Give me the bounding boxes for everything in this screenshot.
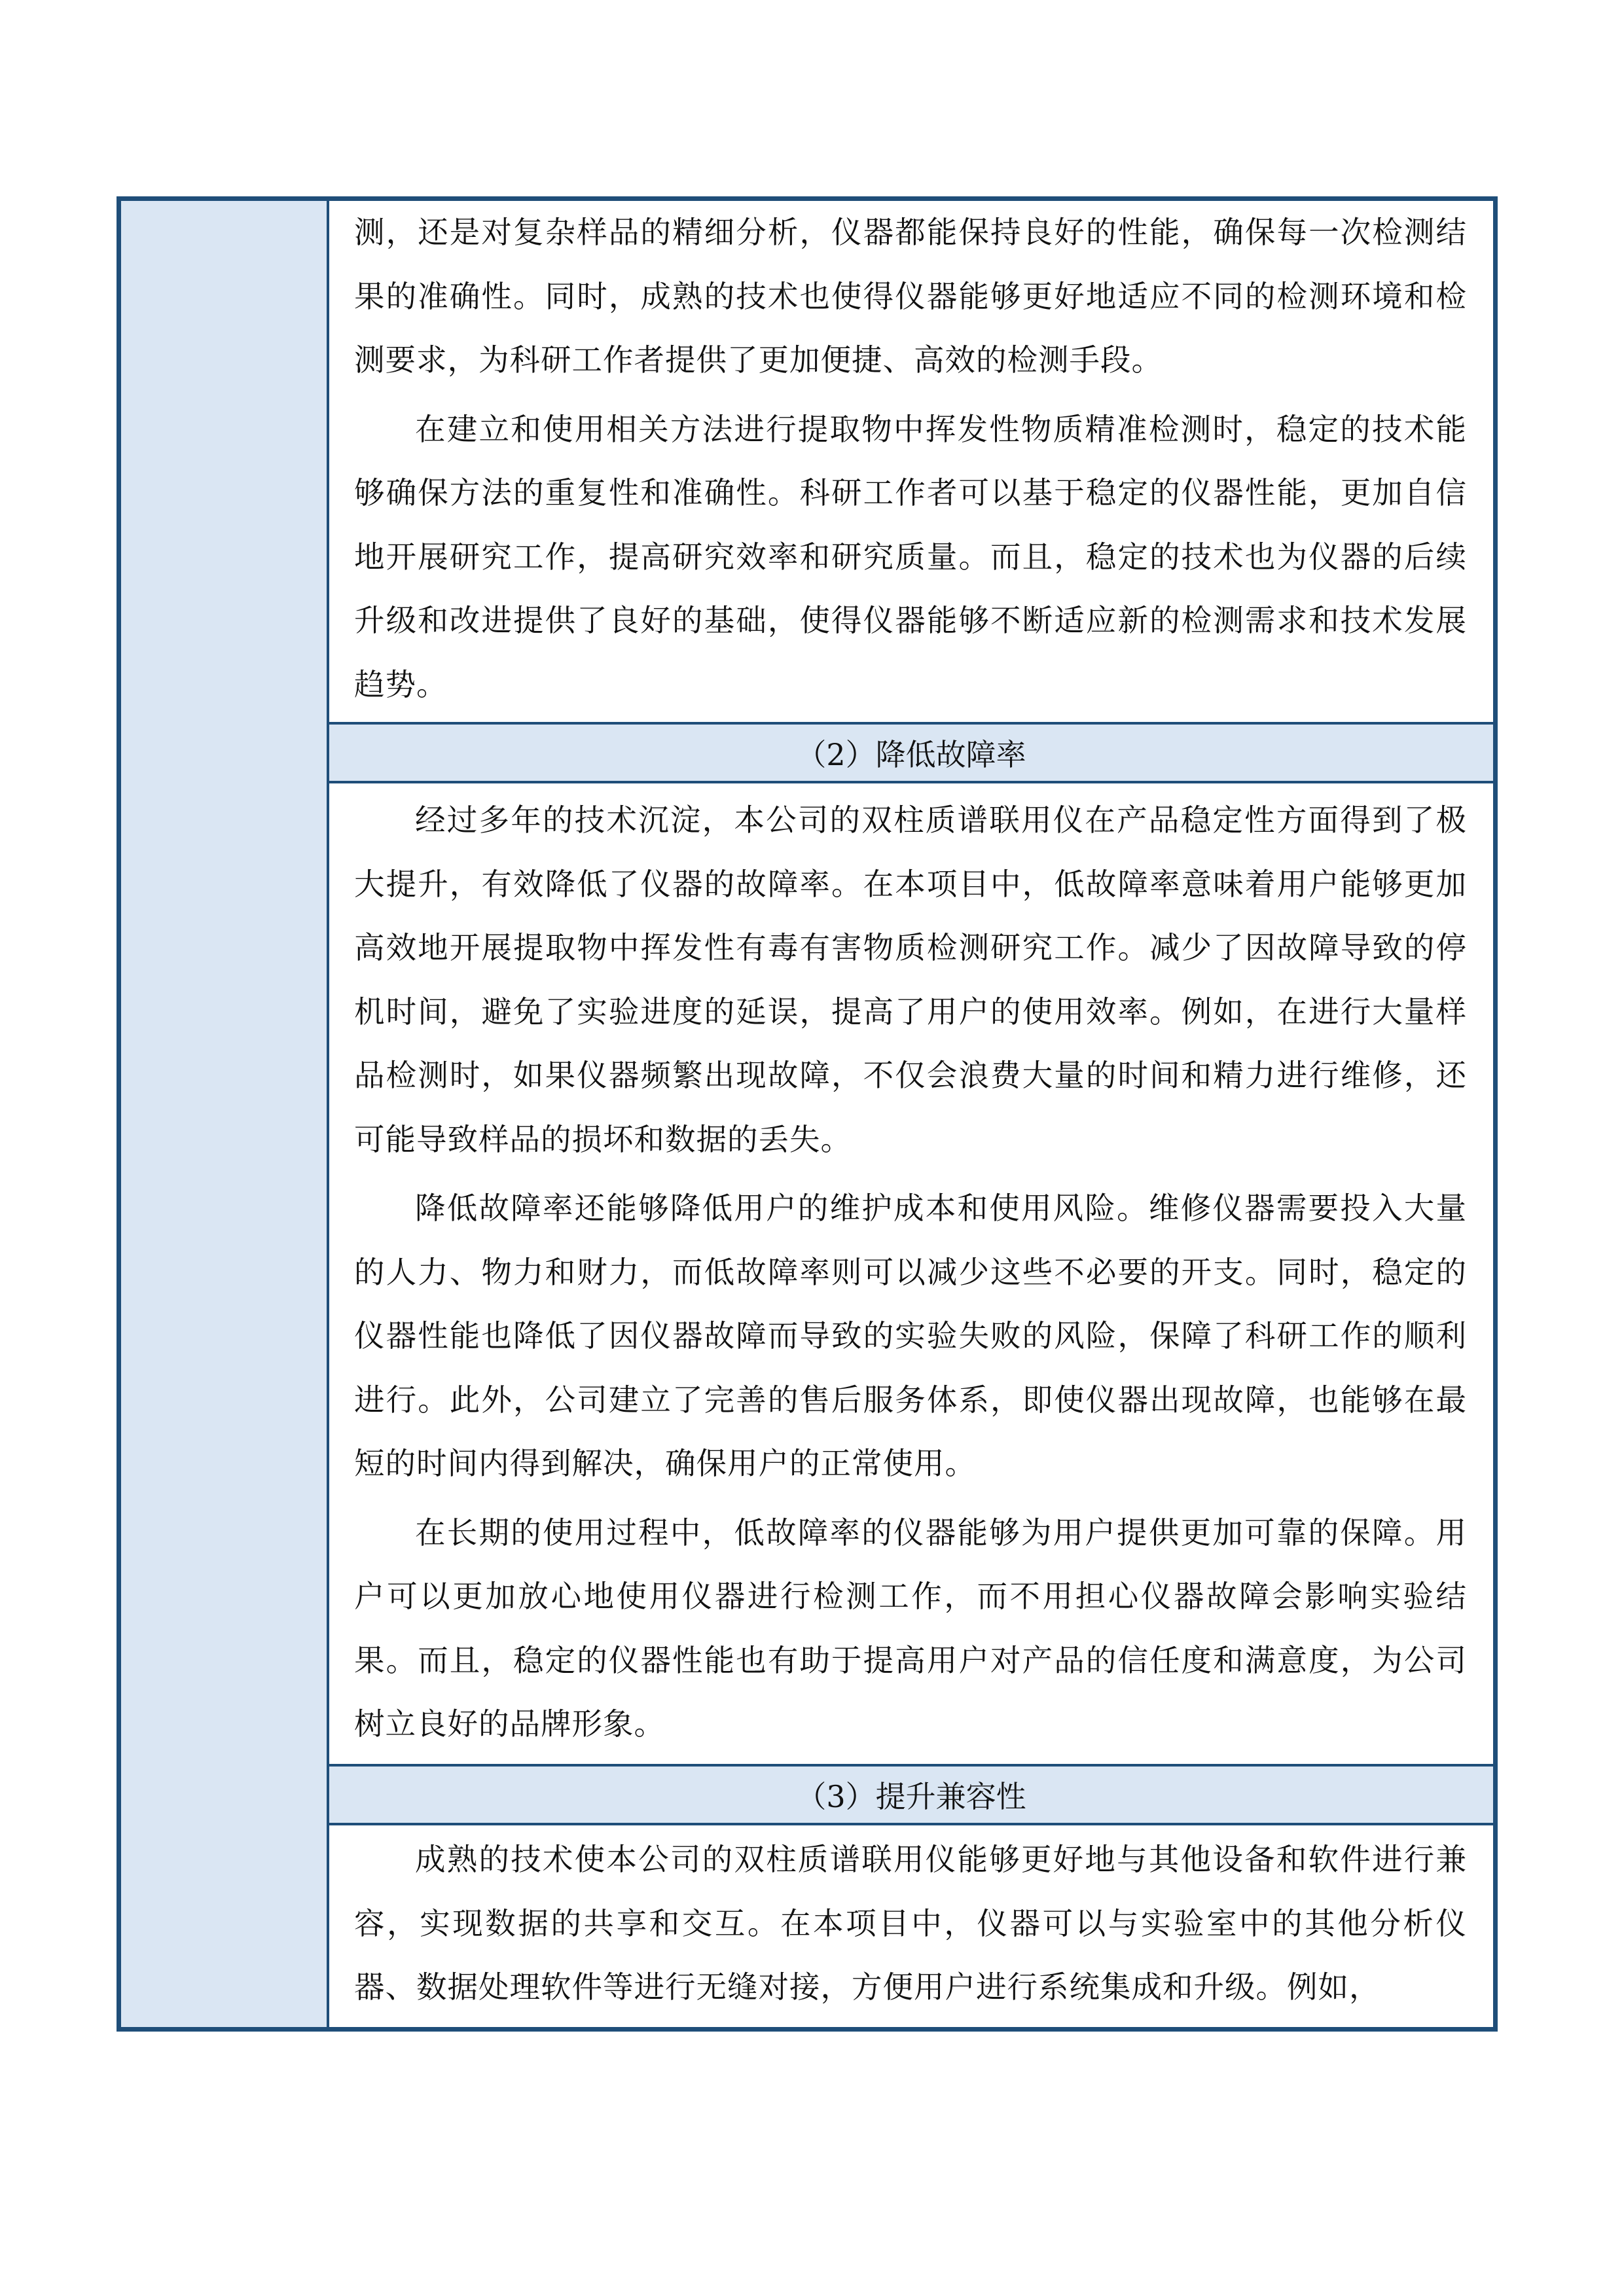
paragraph: 在建立和使用相关方法进行提取物中挥发性物质精准检测时，稳定的技术能够确保方法的重复性和准确性。科研工作者可以基于稳定的仪器性能，更加自信地开展研究工作，提高研究效率和研究质量。而且，稳定的技术也为仪器的后续升级和改进提供了良好的基础，使得仪器能够不断适应新的检测需求和技术发展趋势。 (354, 411, 1467, 702)
section-header-compatibility: （3）提升兼容性 (329, 1764, 1493, 1825)
section-reduce-failure (329, 789, 1493, 1762)
section-header-reduce-failure: （2）降低故障率 (329, 722, 1493, 783)
paragraph: 降低故障率还能够降低用户的维护成本和使用风险。维修仪器需要投入大量的人力、物力和财力，而低故障率则可以减少这些不必要的开支。同时，稳定的仪器性能也降低了因仪器故障而导致的实验失败的风险，保障了科研工作的顺利进行。此外，公司建立了完善的售后服务体系，即使仪器出现故障，也能够在最短的时间内得到解决，确保用户的正常使用。 (354, 1191, 1467, 1481)
section-continuation (329, 201, 1493, 722)
table-content-column (329, 201, 1493, 2027)
paragraph: 经过多年的技术沉淀，本公司的双柱质谱联用仪在产品稳定性方面得到了极大提升，有效降低了仪器的故障率。在本项目中，低故障率意味着用户能够更加高效地开展提取物中挥发性有毒有害物质检测研究工作。减少了因故障导致的停机时间，避免了实验进度的延误，提高了用户的使用效率。例如，在进行大量样品检测时，如果仪器频繁出现故障，不仅会浪费大量的时间和精力进行维修，还可能导致样品的损坏和数据的丢失。 (354, 802, 1467, 1157)
table-label-column (121, 201, 329, 2027)
content-table (117, 196, 1498, 2032)
paragraph: 成熟的技术使本公司的双柱质谱联用仪能够更好地与其他设备和软件进行兼容，实现数据的共享和交互。在本项目中，仪器可以与实验室中的其他分析仪器、数据处理软件等进行无缝对接，方便用户进行系统集成和升级。例如， (354, 1842, 1467, 2005)
section-compatibility (329, 1828, 1493, 2025)
paragraph: 在长期的使用过程中，低故障率的仪器能够为用户提供更加可靠的保障。用户可以更加放心地使用仪器进行检测工作，而不用担心仪器故障会影响实验结果。而且，稳定的仪器性能也有助于提高用户对产品的信任度和满意度，为公司树立良好的品牌形象。 (354, 1515, 1467, 1742)
paragraph: 测，还是对复杂样品的精细分析，仪器都能保持良好的性能，确保每一次检测结果的准确性。同时，成熟的技术也使得仪器能够更好地适应不同的检测环境和检测要求，为科研工作者提供了更加便捷、高效的检测手段。 (354, 215, 1467, 378)
